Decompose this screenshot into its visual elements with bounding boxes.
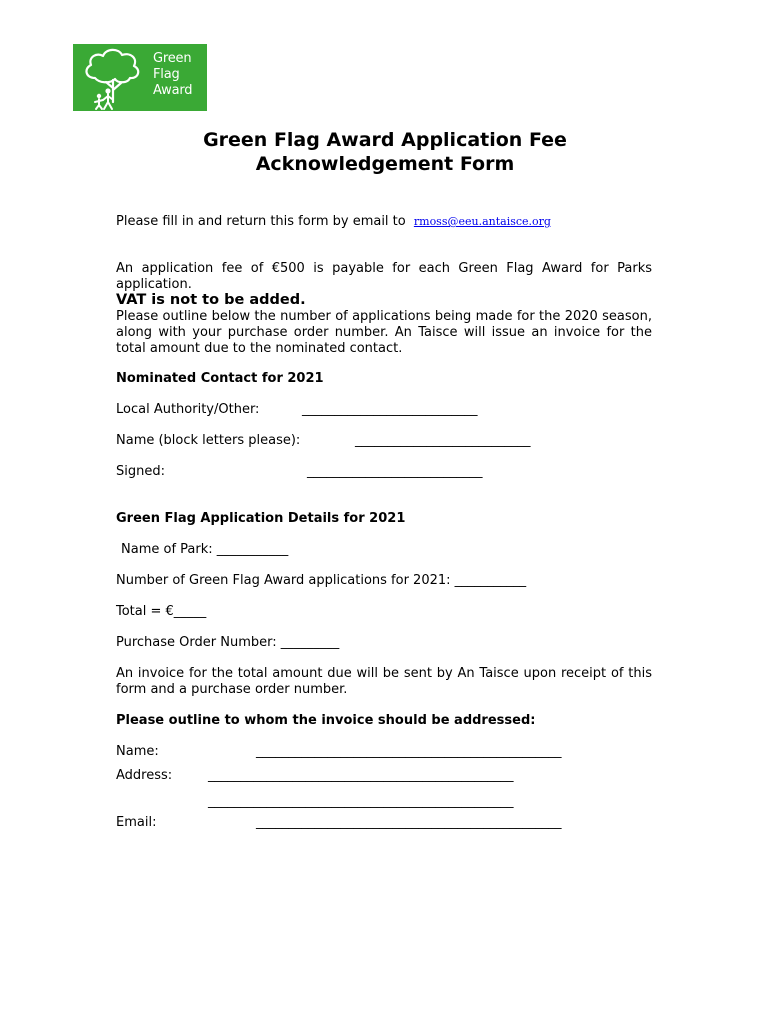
local-authority-field[interactable]: ___________________________ (302, 402, 478, 417)
name-block-letters-field[interactable]: ___________________________ (355, 433, 531, 448)
outline-paragraph: Please outline below the number of applications being made for the 2020 season, along with your purchase order number. An Taisce will issue an invoice for the total amount due to the nominated contact. (116, 309, 652, 356)
vat-notice: VAT is not to be added. (116, 292, 306, 308)
logo-wordmark (153, 51, 207, 99)
page-title (100, 128, 670, 176)
logo-line-3: Award (153, 83, 193, 98)
invoice-addressee-heading: Please outline to whom the invoice should be addressed: (116, 713, 536, 728)
total-field[interactable]: Total = €_____ (116, 604, 207, 619)
title-line-1: Green Flag Award Application Fee (203, 129, 567, 151)
invoice-email-field[interactable]: _______________________________________________ (256, 815, 562, 830)
nominated-contact-heading: Nominated Contact for 2021 (116, 371, 324, 386)
signed-label: Signed: (116, 464, 165, 479)
logo-line-1: Green (153, 51, 192, 66)
invoice-address-field-1[interactable]: _______________________________________________ (208, 768, 514, 783)
invoice-name-label: Name: (116, 744, 159, 759)
application-details-heading: Green Flag Application Details for 2021 (116, 511, 406, 526)
invoice-name-field[interactable]: _______________________________________________ (256, 744, 562, 759)
title-line-2: Acknowledgement Form (255, 153, 515, 175)
invoice-address-field-2[interactable]: _______________________________________________ (208, 794, 514, 809)
name-block-letters-label: Name (block letters please): (116, 433, 301, 448)
intro-text: Please fill in and return this form by email to (116, 214, 406, 229)
invoice-note: An invoice for the total amount due will be sent by An Taisce upon receipt of this form and a purchase order number. (116, 666, 652, 697)
local-authority-label: Local Authority/Other: (116, 402, 260, 417)
fee-paragraph: An application fee of €500 is payable for each Green Flag Award for Parks application. (116, 261, 652, 292)
invoice-email-label: Email: (116, 815, 157, 830)
green-flag-award-logo (73, 44, 207, 111)
intro-line (116, 214, 551, 230)
invoice-address-label: Address: (116, 768, 173, 783)
purchase-order-field[interactable]: Purchase Order Number: _________ (116, 635, 340, 650)
signature-field[interactable]: ___________________________ (307, 464, 483, 479)
logo-line-2: Flag (153, 67, 180, 82)
contact-email-link[interactable]: rmoss@eeu.antaisce.org (413, 215, 551, 228)
applications-count-field[interactable]: Number of Green Flag Award applications for 2021: ___________ (116, 573, 527, 588)
park-name-field[interactable]: Name of Park: ___________ (121, 542, 289, 557)
tree-and-people-icon (73, 44, 153, 111)
